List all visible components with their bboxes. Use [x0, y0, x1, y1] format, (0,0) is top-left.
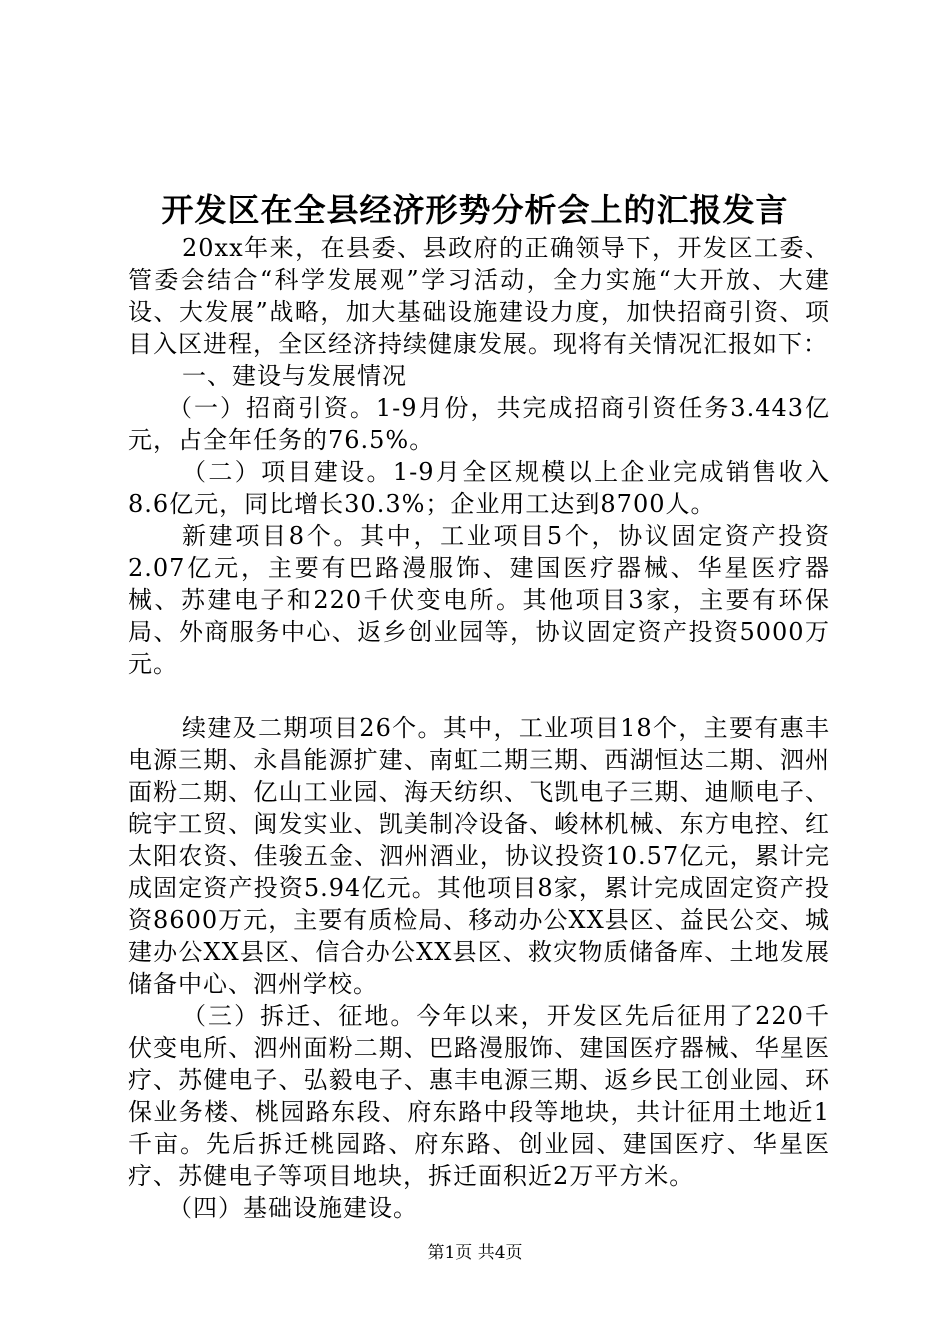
document-title: 开发区在全县经济形势分析会上的汇报发言 [161, 191, 789, 229]
paragraph-project-construction: （二）项目建设。1-9月全区规模以上企业完成销售收入8.6亿元，同比增长30.3%；企业用工达到8700人。 [128, 458, 830, 518]
document-body [128, 232, 830, 1224]
paragraph-intro: 20xx年来，在县委、县政府的正确领导下，开发区工委、管委会结合“科学发展观”学习活动，全力实施“大开放、大建设、大发展”战略，加大基础设施建设力度，加快招商引资、项目入区进程，全区经济持续健康发展。现将有关情况汇报如下： [128, 234, 830, 358]
paragraph-investment: （一）招商引资。1-9月份，共完成招商引资任务3.443亿元，占全年任务的76.5%。 [128, 394, 830, 454]
paragraph-demolition-land: （三）拆迁、征地。今年以来，开发区先后征用了220千伏变电所、泗州面粉二期、巴路漫服饰、建国医疗器械、华星医疗、苏健电子、弘毅电子、惠丰电源三期、返乡民工创业园、环保业务楼、桃园路东段、府东路中段等地块，共计征用土地近1千亩。先后拆迁桃园路、府东路、创业园、建国医疗、华星医疗、苏健电子等项目地块，拆迁面积近2万平方米。 [128, 1002, 830, 1190]
section-heading-1: 一、建设与发展情况 [182, 362, 407, 390]
page-footer: 第1页 共4页 [427, 1243, 523, 1263]
paragraph-infrastructure: （四）基础设施建设。 [168, 1194, 418, 1222]
paragraph-continued-projects: 续建及二期项目26个。其中，工业项目18个，主要有惠丰电源三期、永昌能源扩建、南虹二期三期、西湖恒达二期、泗州面粉二期、亿山工业园、海天纺织、飞凯电子三期、迪顺电子、皖宇工贸、闽发实业、凯美制冷设备、峻林机械、东方电控、红太阳农资、佳骏五金、泗州酒业，协议投资10.57亿元，累计完成固定资产投资5.94亿元。其他项目8家，累计完成固定资产投资8600万元，主要有质检局、移动办公XX县区、益民公交、城建办公XX县区、信合办公XX县区、救灾物质储备库、土地发展储备中心、泗州学校。 [128, 714, 830, 998]
paragraph-gap [128, 680, 830, 712]
paragraph-new-projects: 新建项目8个。其中，工业项目5个，协议固定资产投资2.07亿元，主要有巴路漫服饰、建国医疗器械、华星医疗器械、苏建电子和220千伏变电所。其他项目3家，主要有环保局、外商服务中心、返乡创业园等，协议固定资产投资5000万元。 [128, 522, 830, 678]
